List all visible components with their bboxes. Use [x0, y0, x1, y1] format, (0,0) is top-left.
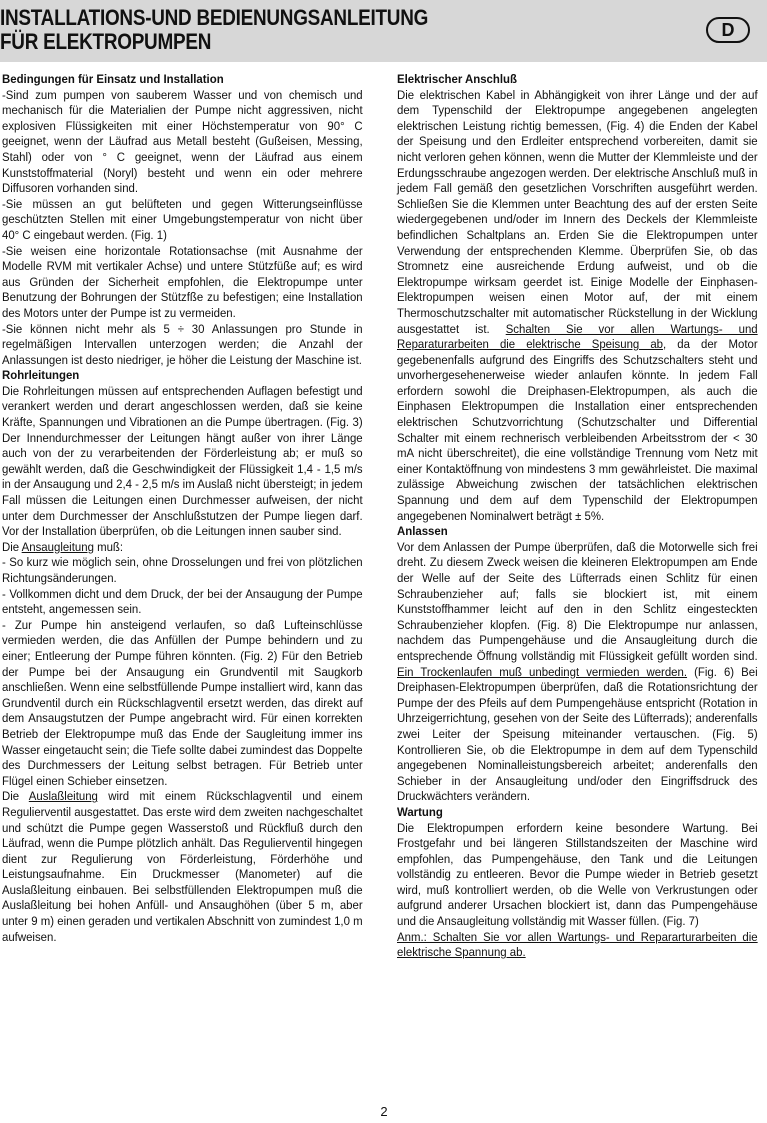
maintenance-note-underlined: Anm.: Schalten Sie vor allen Wartungs- und Repararturarbeiten die elektrische Spannung ab. [397, 929, 758, 960]
paragraph-startup [397, 540, 758, 805]
paragraph-suction-intro [2, 540, 363, 556]
paragraph-delivery [2, 789, 363, 945]
section-heading-electrical: Elektrischer Anschluß [397, 72, 517, 86]
delivery-line-underlined: Auslaßleitung [28, 789, 98, 804]
paragraph-conditions-4: -Sie können nicht mehr als 5 ÷ 30 Anlassungen pro Stunde in regelmäßigen Intervallen unterzogen werden; die Anzahl der Anlassungen ist desto niedriger, je höher die Leistung der Maschine ist. [2, 321, 363, 367]
paragraph-maintenance: Die Elektropumpen erfordern keine besondere Wartung. Bei Frostgefahr und bei längeren Stillstandszeiten der Maschine wird empfohlen, das Pumpengehäuse, den Tank und die Leitungen vollständig zu entleeren. Bevor die Pumpe wieder in Betrieb gesetzt wird, muß kontrolliert werden, ob die Welle von Verkrustungen oder aufgrund anderer Ursachen blockiert ist, dann das Pumpengehäuse und die Ansaugleitung vollständig mit Wasser füllen. (Fig. 7) [397, 820, 758, 929]
page-header [0, 0, 767, 62]
paragraph-suction-2: - Vollkommen dicht und dem Druck, der bei der Ansaugung der Pumpe entsteht, angemessen sein. [2, 586, 363, 617]
page-title [0, 6, 428, 54]
paragraph-electrical [397, 88, 758, 525]
language-badge: D [706, 17, 750, 43]
paragraph-conditions-3: -Sie weisen eine horizontale Rotationsachse (mit Ausnahme der Modelle RVM mit vertikaler Achse) und untere Stützfüße auf; es wird aus Gründen der Sicherheit empfohlen, die Elektropumpe unter Benutzung der Bohrungen der Stützfße zu befestigen; eine Installation des Motors unter der Pumpe ist zu vermeiden. [2, 243, 363, 320]
suction-line-underlined: Ansaugleitung [21, 539, 94, 554]
title-line-2: FÜR ELEKTROPUMPEN [0, 29, 212, 54]
title-line-1: INSTALLATIONS-UND BEDIENUNGSANLEITUNG [0, 5, 429, 30]
page-number: 2 [380, 1104, 388, 1119]
delivery-suffix: wird mit einem Rückschlagventil und einem Regulierventil ausgestattet. Das erste wird dem zweiten nachgeschaltet und schützt die Pumpe gegen Wasserstoß und Rückfluß durch den Läufrad, wenn die Pumpe plötzlich anhält. Das Regulierventil hingegen dient zur Regulierung von Förderleistung, Förderhöhe und Leistungsaufnahme. Ein Druckmesser (Manometer) auf die Auslaßleitung einbauen. Bei selbstfüllenden Elektropumpen muß die Auslaßleitung bei hohen Anfüll- und Ansaughöhen (über 5 m, aber unter 9 m) einen geraden und vertikalen Abschnitt von zumindest 1,0 m aufweisen. [2, 789, 363, 944]
suction-intro-suffix: muß: [93, 539, 124, 554]
section-heading-pipes: Rohrleitungen [2, 368, 80, 383]
delivery-prefix: Die [2, 789, 29, 804]
paragraph-pipes-1: Die Rohrleitungen müssen auf entsprechenden Auflagen befestigt und verankert werden und derart angeschlossen werden, daß sie keine Kräfte, Spannungen und Vibrationen an die Pumpe übertragen. (Fig. 3) Der Innendurchmesser der Leitungen hängt außer von ihrer Länge auch von der zu verarbeitenden der Förderleistung ab; er muß so gewählt werden, daß die Geschwindigkeit der Flüssigkeit 1,4 - 1,5 m/s in der Ansaugung und 2,4 - 2,5 m/s im Auslaß nicht übersteigt; in jedem Fall müssen die Leitungen einen Durchmesser aufweisen, der nicht unter dem Durchmesser der Anschlußstutzen der Pumpe liegen darf. Vor der Installation überprüfen, ob die Leitungen innen sauber sind. [2, 383, 363, 539]
suction-intro-prefix: Die [2, 539, 22, 554]
section-heading-conditions: Bedingungen für Einsatz und Installation [2, 72, 224, 86]
startup-text: Vor dem Anlassen der Pumpe überprüfen, daß die Motorwelle sich frei dreht. Zu diesem Zweck weisen die kleineren Elektropumpen am Ende der Welle auf der Seite des Lüfterrads einen Schlitz für einen Schraubenzieher auf; falls sie blockiert ist, mit einem Kunststoffhammer leicht auf den in den Schlitz eingesteckten Schraubenzieher klopfen. (Fig. 8) Die Elektropumpe nur anlassen, nachdem das Pumpengehäuse und die Ansaugleitung durch die entsprechende Öffnung vollständig mit Flüssigkeit gefüllt worden sind. [397, 539, 758, 663]
electrical-warning-underlined: Schalten Sie vor allen Wartungs- und Reparaturarbeiten die elektrische Speisung ab [397, 321, 758, 352]
electrical-text: Die elektrischen Kabel in Abhängigkeit von ihrer Länge und der auf dem Typenschild der Elektropumpe angegebenen angelegten elektrischen Leistung richtig bemessen, (Fig. 4) die Enden der Kabel der Speisung und den Erdleiter entsprechend vorbereiten, damit sie nicht verloren gehen können, wenn die Mutter der Klemmleiste und der Erdungsschraube angezogen werden. Der elektrische Anschluß muß in jedem Fall gemäß den gesetzlichen Vorschriften ausgeführt werden. Schließen Sie die Klemmen unter Beachtung des auf der ersten Seite wiedergegebenen und/oder im Innern des Deckels der Klemmleiste befindlichen Schaltplans an. Erden Sie die Elektropumpen unter Verwendung der entsprechenden Klemme. Überprüfen Sie, ob das Stromnetz eine ausreichende Erdung aufweist, und ob die Elektropumpe wirksam geerdet ist. Einige Modelle der Einphasen-Elektropumpen weisen einen Motor auf, der mit einem Thermoschutzschalter mit automatischer Rückstellung in der Wicklung ausgestattet ist. [397, 87, 758, 336]
right-column [397, 72, 758, 961]
dry-run-warning-underlined: Ein Trockenlaufen muß unbedingt vermieden werden. [397, 664, 688, 679]
paragraph-conditions-1: -Sind zum pumpen von sauberem Wasser und von chemisch und mechanisch für die Materialien der Pumpe nicht aggressiven, nicht explosiven Flüssigkeiten mit einer Höchstemperatur von 90° C geeignet, wenn der Läufrad aus Metall besteht (Gußeisen, Messing, Stahl) oder von ° C geeignet, wenn der Läufrad aus einem Kunststoffmaterial (Noryl) besteht und wenn ein oder mehrere Diffusoren vorhanden sind. [2, 87, 363, 196]
startup-rest: (Fig. 6) Bei Dreiphasen-Elektropumpen überprüfen, daß die Rotationsrichtung der Pumpe der des Pfeils auf dem Pumpengehäuse entspricht (Rotation in Uhrzeigerrichtung, gesehen von der Seite des Lüfterrads); anderenfalls zwei Leiter der Speisung miteinander vertauschen. (Fig. 5) Kontrollieren Sie, ob die Elektropumpe in dem auf dem Typenschild angegebenen Nominalleistungsbereich arbeitet; anderenfalls den Schieber in der Ansaugleitung und/oder den Eingriffsdruck des Druckwächters verändern. [397, 664, 758, 804]
paragraph-suction-3: - Zur Pumpe hin ansteigend verlaufen, so daß Lufteinschlüsse vermieden werden, die das Anfüllen der Pumpe behindern und zu einer; Entleerung der Pumpe führen könnten. (Fig. 2) Für den Betrieb der Pumpe bei der Ansaugung ein Grundventil mit Saugkorb anschließen. Wenn eine selbstfüllende Pumpe installiert wird, kann das Grundventil durch ein Rückschlagventil ersetzt werden, das direkt auf dem Ansaugstutzen der Pumpe angebracht wird. Für einen korrekten Betrieb der Elektropumpe muß das Ende der Saugleitung immer ins Wasser eingetaucht sein; die Tiefe sollte dabei zumindest das Doppelte des Durchmessers der Leitung selbst betragen. Für Betrieb unter Flügel einen Schieber einsetzen. [2, 617, 363, 788]
paragraph-suction-1: - So kurz wie möglich sein, ohne Drosselungen und frei von plötzlichen Richtungsänderungen. [2, 555, 363, 585]
section-heading-startup: Anlassen [397, 524, 448, 539]
paragraph-conditions-2: -Sie müssen an gut belüfteten und gegen Witterungseinflüsse geschützten Stellen mit einer Umgebungstemperatur von nicht über 40° C eingebaut werden. (Fig. 1) [2, 196, 363, 242]
left-column [2, 72, 363, 945]
electrical-rest: , da der Motor gegebenenfalls aufgrund des Eingriffs des Schutzschalters steht und unvorhergesehenerweise wieder anlaufen könnte. In jedem Fall erfordern sowohl die Dreiphasen-Elektropumpen, als auch die Einphasen Elektropumpen die Installation einer entsprechenden elektrischen Schutzvorrichtung (Schutzschalter und Differential Schalter mit einem rechnerisch verbleibenden Arbeitsstrom der < 30 mA nicht überschreitet), die eine vollständige Trennung vom Netz mit einer Kontaktöffnung von mindestens 3 mm gewährleistet. Die maximal zulässige Abweichung zwischen der tatsächlichen elektrischen Spannung und dem auf dem Typenschild der Elektropumpen angegebenen Nominalwert beträgt ± 5%. [397, 337, 758, 523]
section-heading-maintenance: Wartung [397, 804, 443, 819]
